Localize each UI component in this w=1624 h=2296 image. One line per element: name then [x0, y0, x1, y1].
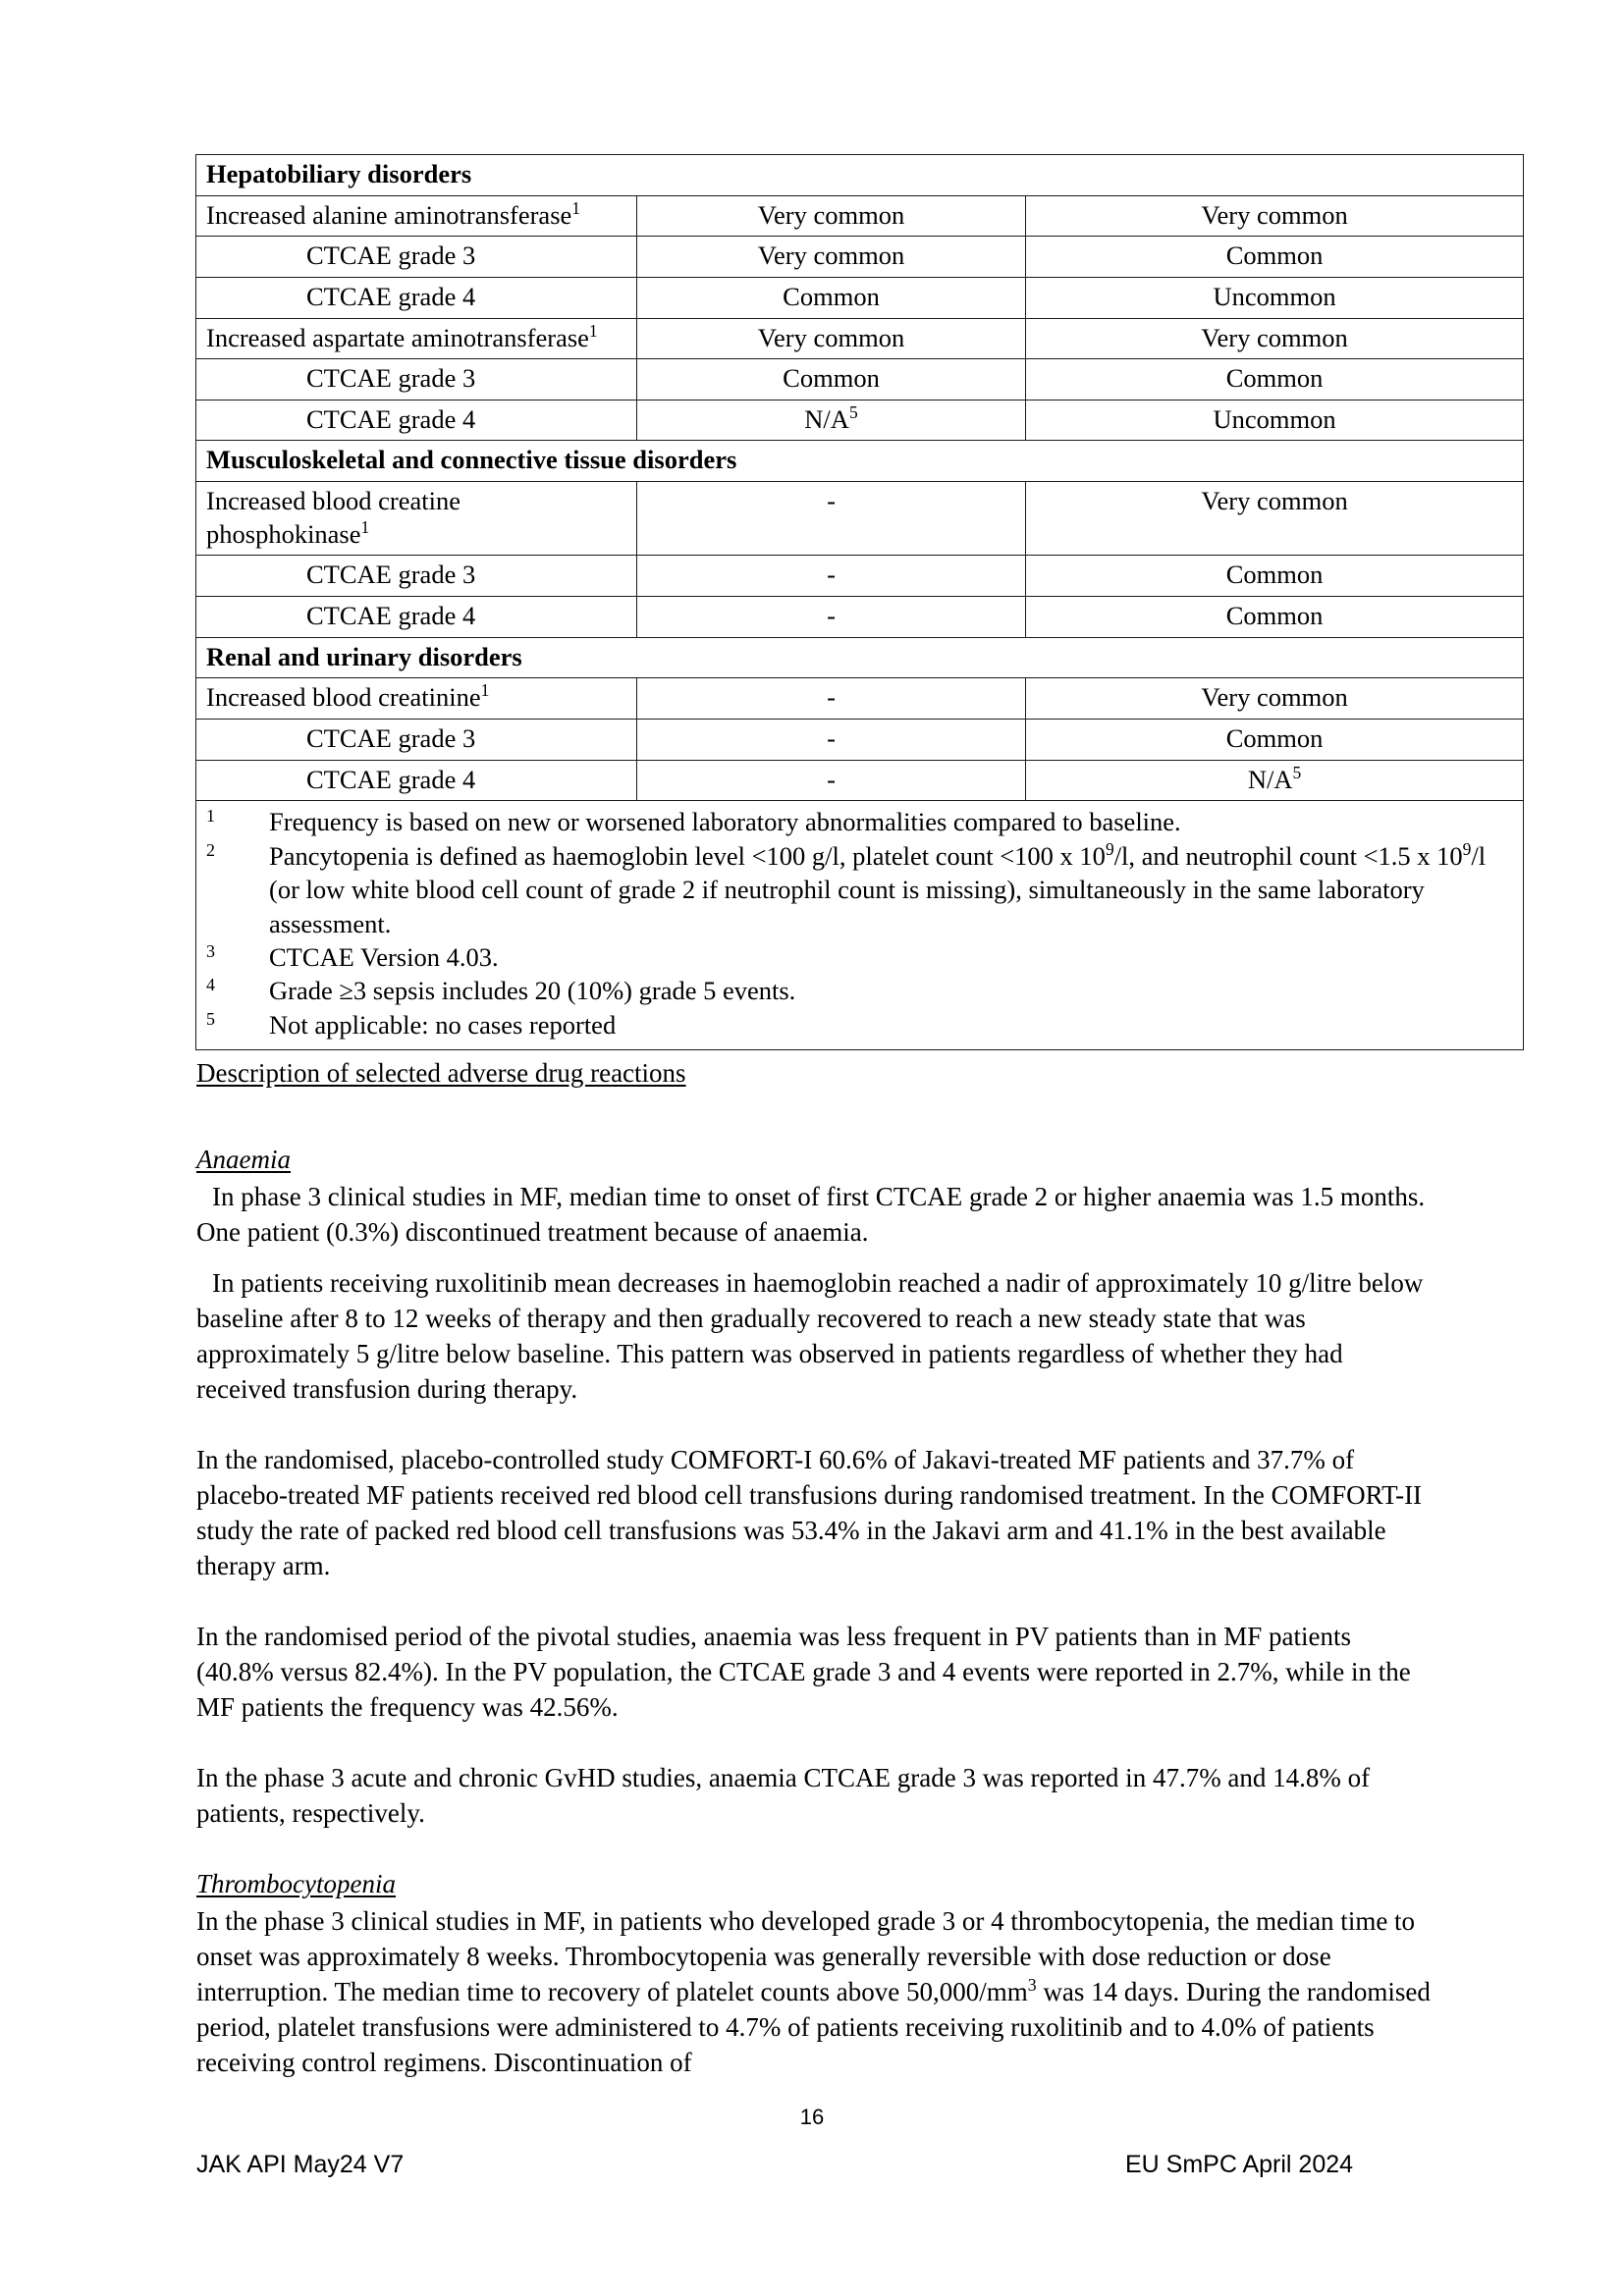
footnote-ref: 5	[1292, 762, 1302, 782]
table-cell-frequency-col2: Very common	[1026, 318, 1524, 359]
table-cell-frequency-col2: Common	[1026, 597, 1524, 638]
anaemia-paragraph-3: In the randomised, placebo-controlled study COMFORT-I 60.6% of Jakavi-treated MF patients and 37.7% of placebo-treated MF patients received red blood cell transfusions during randomised treatment. In the COMFORT-II study the rate of packed red blood cell transfusions was 53.4% in the Jakavi arm and 41.1% in the best available therapy arm.	[196, 1445, 1423, 1580]
table-row	[196, 400, 1524, 441]
table-row	[196, 719, 1524, 760]
footnote-marker: 2	[206, 839, 215, 860]
table-cell-term-label: Increased alanine aminotransferase$^1$	[196, 195, 637, 237]
anaemia-paragraph-1: In phase 3 clinical studies in MF, median time to onset of first CTCAE grade 2 or higher anaemia was 1.5 months. One patient (0.3%) discontinued treatment because of anaemia.	[196, 1182, 1426, 1247]
table-cell-frequency-col2: Very common	[1026, 195, 1524, 237]
thrombocytopenia-superscript: 3	[1027, 1974, 1037, 1995]
thrombocytopenia-heading: Thrombocytopenia	[196, 1869, 396, 1898]
footnote-marker: 3	[206, 941, 215, 961]
table-section-header: Hepatobiliary disorders	[196, 155, 1524, 196]
footnote-text: Pancytopenia is defined as haemoglobin level <100 g/l, platelet count <100 x $10^9/l$, and neutrophil count <1.5 x $10^9/l$ (or low white blood cell count of grade 2 if neutrophil count is missing), simultaneously in the same laboratory assessment.	[269, 838, 1487, 938]
table-cell-frequency-col1: $N/A^5$	[637, 400, 1026, 441]
section-heading: Description of selected adverse drug reactions	[196, 1058, 686, 1088]
table-row	[196, 597, 1524, 638]
table-cell-frequency-col2: Common	[1026, 359, 1524, 400]
table-cell-grade-label: CTCAE grade 3	[196, 719, 637, 760]
footnote-item	[206, 805, 1513, 838]
table-cell-frequency-col2: Common	[1026, 719, 1524, 760]
footnote-marker: 5	[206, 1008, 215, 1029]
table-footnotes	[196, 801, 1524, 1050]
table-row	[196, 678, 1524, 720]
footnote-text: Frequency is based on new or worsened laboratory abnormalities compared to baseline.	[269, 807, 1181, 837]
footnote-item	[206, 1008, 1513, 1041]
table-section-row	[196, 155, 1524, 196]
table-row	[196, 237, 1524, 278]
adverse-reactions-table-body	[196, 155, 1524, 1050]
thrombocytopenia-paragraph-1-part-b: was 14 days. During the randomised period, platelet transfusions were administered to 4.7% of patients receiving ruxolitinib and to 4.0% of patients receiving control regimens. Discontinuation of	[196, 1976, 1431, 2077]
footer-right: EU SmPC April 2024	[1125, 2151, 1354, 2178]
table-footnotes-row	[196, 801, 1524, 1050]
table-cell-frequency-col2: $N/A^5$	[1026, 760, 1524, 801]
table-cell-frequency-col2: Very common	[1026, 678, 1524, 720]
footnote-item	[206, 839, 1513, 940]
table-cell-frequency-col2: Very common	[1026, 482, 1524, 556]
footnote-ref: 1	[571, 197, 581, 218]
table-row	[196, 318, 1524, 359]
thrombocytopenia-paragraph-1-part-a: In the phase 3 clinical studies in MF, in patients who developed grade 3 or 4 thrombocytopenia, the median time to onset was approximately 8 weeks. Thrombocytopenia was generally reversible with dose reduction or dose interruption. The median time to recovery of platelet counts above 50,000/mm	[196, 1906, 1416, 2006]
table-cell-grade-label: CTCAE grade 3	[196, 359, 637, 400]
table-cell-grade-label: CTCAE grade 4	[196, 400, 637, 441]
footnote-ref: 1	[480, 680, 490, 701]
table-cell-frequency-col1: -	[637, 760, 1026, 801]
table-cell-frequency-col1: Common	[637, 359, 1026, 400]
footnote-ref: 5	[848, 402, 858, 423]
table-cell-frequency-col2: Uncommon	[1026, 400, 1524, 441]
table-row	[196, 556, 1524, 597]
table-cell-term-label: Increased blood creatine phosphokinase$^1$	[196, 482, 637, 556]
anaemia-heading: Anaemia	[196, 1145, 291, 1174]
table-cell-frequency-col1: -	[637, 482, 1026, 556]
footnote-text: Not applicable: no cases reported	[269, 1009, 617, 1040]
table-cell-frequency-col1: Very common	[637, 318, 1026, 359]
table-cell-term-label: Increased aspartate aminotransferase$^1$	[196, 318, 637, 359]
table-row	[196, 195, 1524, 237]
section-heading-wrapper	[196, 1056, 1432, 1092]
table-cell-grade-label: CTCAE grade 4	[196, 597, 637, 638]
table-section-header: Musculoskeletal and connective tissue disorders	[196, 441, 1524, 482]
table-row	[196, 277, 1524, 318]
footnote-marker: 4	[206, 975, 215, 995]
table-section-header: Renal and urinary disorders	[196, 637, 1524, 678]
anaemia-paragraph-2: In patients receiving ruxolitinib mean decreases in haemoglobin reached a nadir of approximately 10 g/litre below baseline after 8 to 12 weeks of therapy and then gradually recovered to reach a new steady state that was approximately 5 g/litre below baseline. This pattern was observed in patients regardless of whether they had received transfusion during therapy.	[196, 1268, 1424, 1404]
table-cell-frequency-col2: Common	[1026, 556, 1524, 597]
table-cell-frequency-col1: -	[637, 597, 1026, 638]
table-cell-frequency-col1: -	[637, 556, 1026, 597]
table-cell-grade-label: CTCAE grade 4	[196, 760, 637, 801]
table-cell-frequency-col1: Very common	[637, 195, 1026, 237]
table-cell-grade-label: CTCAE grade 4	[196, 277, 637, 318]
footnote-ref: 1	[360, 516, 370, 537]
table-section-row	[196, 441, 1524, 482]
footnote-item	[206, 974, 1513, 1007]
table-cell-term-label: Increased blood creatinine$^1$	[196, 678, 637, 720]
table-cell-grade-label: CTCAE grade 3	[196, 237, 637, 278]
table-cell-frequency-col2: Common	[1026, 237, 1524, 278]
table-cell-grade-label: CTCAE grade 3	[196, 556, 637, 597]
page-number: 16	[799, 2105, 825, 2129]
table-row	[196, 359, 1524, 400]
table-section-row	[196, 637, 1524, 678]
thrombocytopenia-heading-wrapper	[196, 1867, 1432, 1902]
footnote-text: Grade ≥3 sepsis includes 20 (10%) grade 5 events.	[269, 976, 796, 1006]
footnote-item	[206, 940, 1513, 974]
footnote-ref: 1	[588, 320, 598, 341]
table-cell-frequency-col1: -	[637, 678, 1026, 720]
thrombocytopenia-paragraph-1	[196, 1904, 1432, 2081]
footnote-marker: 1	[206, 806, 215, 827]
table-cell-frequency-col2: Uncommon	[1026, 277, 1524, 318]
anaemia-heading-wrapper	[196, 1143, 1432, 1178]
anaemia-paragraph-4: In the randomised period of the pivotal studies, anaemia was less frequent in PV patients than in MF patients (40.8% versus 82.4%). In the PV population, the CTCAE grade 3 and 4 events were reported in 2.7%, while in the MF patients the frequency was 42.56%.	[196, 1622, 1411, 1722]
footnote-text: CTCAE Version 4.03.	[269, 942, 499, 972]
footer-left: JAK API May24 V7	[196, 2151, 405, 2178]
adverse-reactions-table	[195, 154, 1524, 1050]
table-row	[196, 482, 1524, 556]
table-row	[196, 760, 1524, 801]
table-cell-frequency-col1: -	[637, 719, 1026, 760]
table-cell-frequency-col1: Common	[637, 277, 1026, 318]
table-cell-frequency-col1: Very common	[637, 237, 1026, 278]
anaemia-paragraph-5: In the phase 3 acute and chronic GvHD studies, anaemia CTCAE grade 3 was reported in 47.7% and 14.8% of patients, respectively.	[196, 1763, 1371, 1828]
